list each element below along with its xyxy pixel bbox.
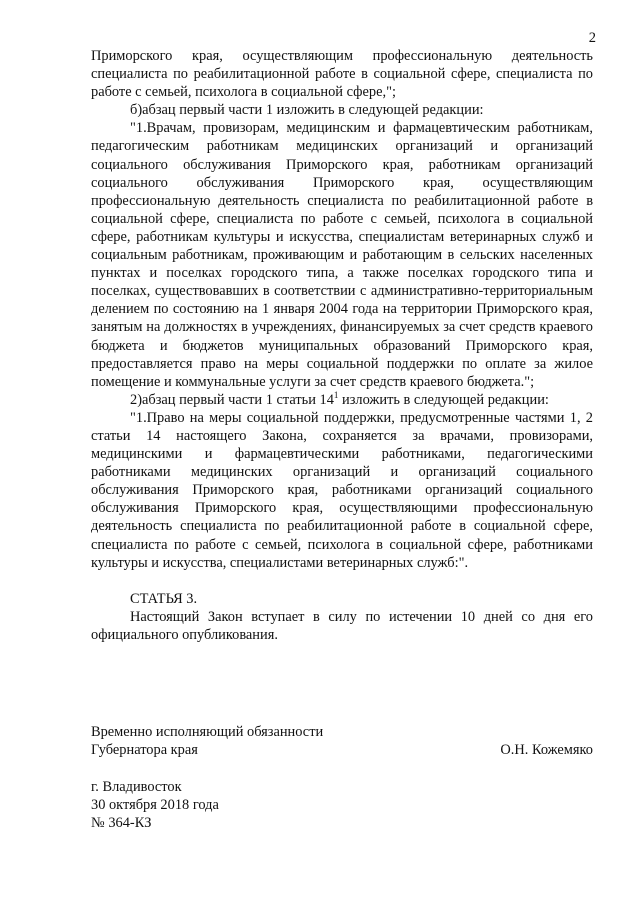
superscript-article-number: 1 xyxy=(333,389,339,400)
signature-position-line1: Временно исполняющий обязанности xyxy=(91,724,324,740)
paragraph-quoted-right: "1.Право на меры социальной поддержки, предусмотренные частями 1, 2 статьи 14 настоящего Закона, сохраняется за врачами, провизорами, медицинскими и фармацевтическими работниками, педагогическими работниками медицинских организаций и организаций социального обслуживания Приморского края, работниками организаций социального обслуживания Приморского края, осуществляющими профессиональную деятельность специалиста по реабилитационной работе в социальной сфере, специалиста по работе с семьей, психолога в социальной сфере, работниками культуры и искусства, специалистами ветеринарных служб:". xyxy=(91,409,593,571)
date: 30 октября 2018 года xyxy=(91,797,219,814)
paragraph-continuation: Приморского края, осуществляющим профессиональную деятельность специалиста по реабилитационной работе в социальной сфере, специалиста по работе с семьей, психолога в социальной сфере,"; xyxy=(91,48,593,101)
signature-line-2 xyxy=(91,741,593,759)
signature-position-line2: Губернатора края xyxy=(91,742,198,759)
paragraph-instruction-2 xyxy=(91,391,593,409)
place-date-block xyxy=(91,778,219,832)
instruction-2-text-start: 2)абзац первый части 1 статьи 14 xyxy=(130,391,334,408)
signature-block xyxy=(91,723,593,759)
signatory-name: О.Н. Кожемяко xyxy=(500,742,593,759)
page-number: 2 xyxy=(588,30,596,46)
instruction-2-text-end: изложить в следующей редакции: xyxy=(338,391,549,408)
paragraph-quoted-part-1: "1.Врачам, провизорам, медицинским и фармацевтическим работникам, педагогическим работникам медицинских организаций и организаций социального обслуживания Приморского края, работникам организаций социального обслуживания Приморского края, осуществляющим профессиональную деятельность специалиста по реабилитационной работе в социальной сфере, специалиста по работе с семьей, психолога в социальной сфере, работникам культуры и искусства, специалистам ветеринарных служб и социальным работникам, проживающим и работающим в сельских населенных пунктах и поселках городского типа, а также поселках городского типа и поселках, существовавших в соответствии с административно-территориальным делением по состоянию на 1 января 2004 года на территории Приморского края, занятым на должностях в учреждениях, финансируемых за счет средств краевого бюджета и бюджетов муниципальных образований Приморского края, предоставляется право на меры социальной поддержки по оплате за жилое помещение и коммунальные услуги за счет средств краевого бюджета."; xyxy=(91,120,593,390)
document-body xyxy=(91,47,593,644)
signature-line-1 xyxy=(91,723,593,741)
law-number: № 364-КЗ xyxy=(91,815,152,832)
city: г. Владивосток xyxy=(91,779,182,795)
article-text: Настоящий Закон вступает в силу по истечении 10 дней со дня его официального опубликования. xyxy=(91,608,593,643)
article-heading: СТАТЬЯ 3. xyxy=(130,590,198,607)
paragraph-instruction-b: б)абзац первый части 1 изложить в следующей редакции: xyxy=(130,102,484,119)
